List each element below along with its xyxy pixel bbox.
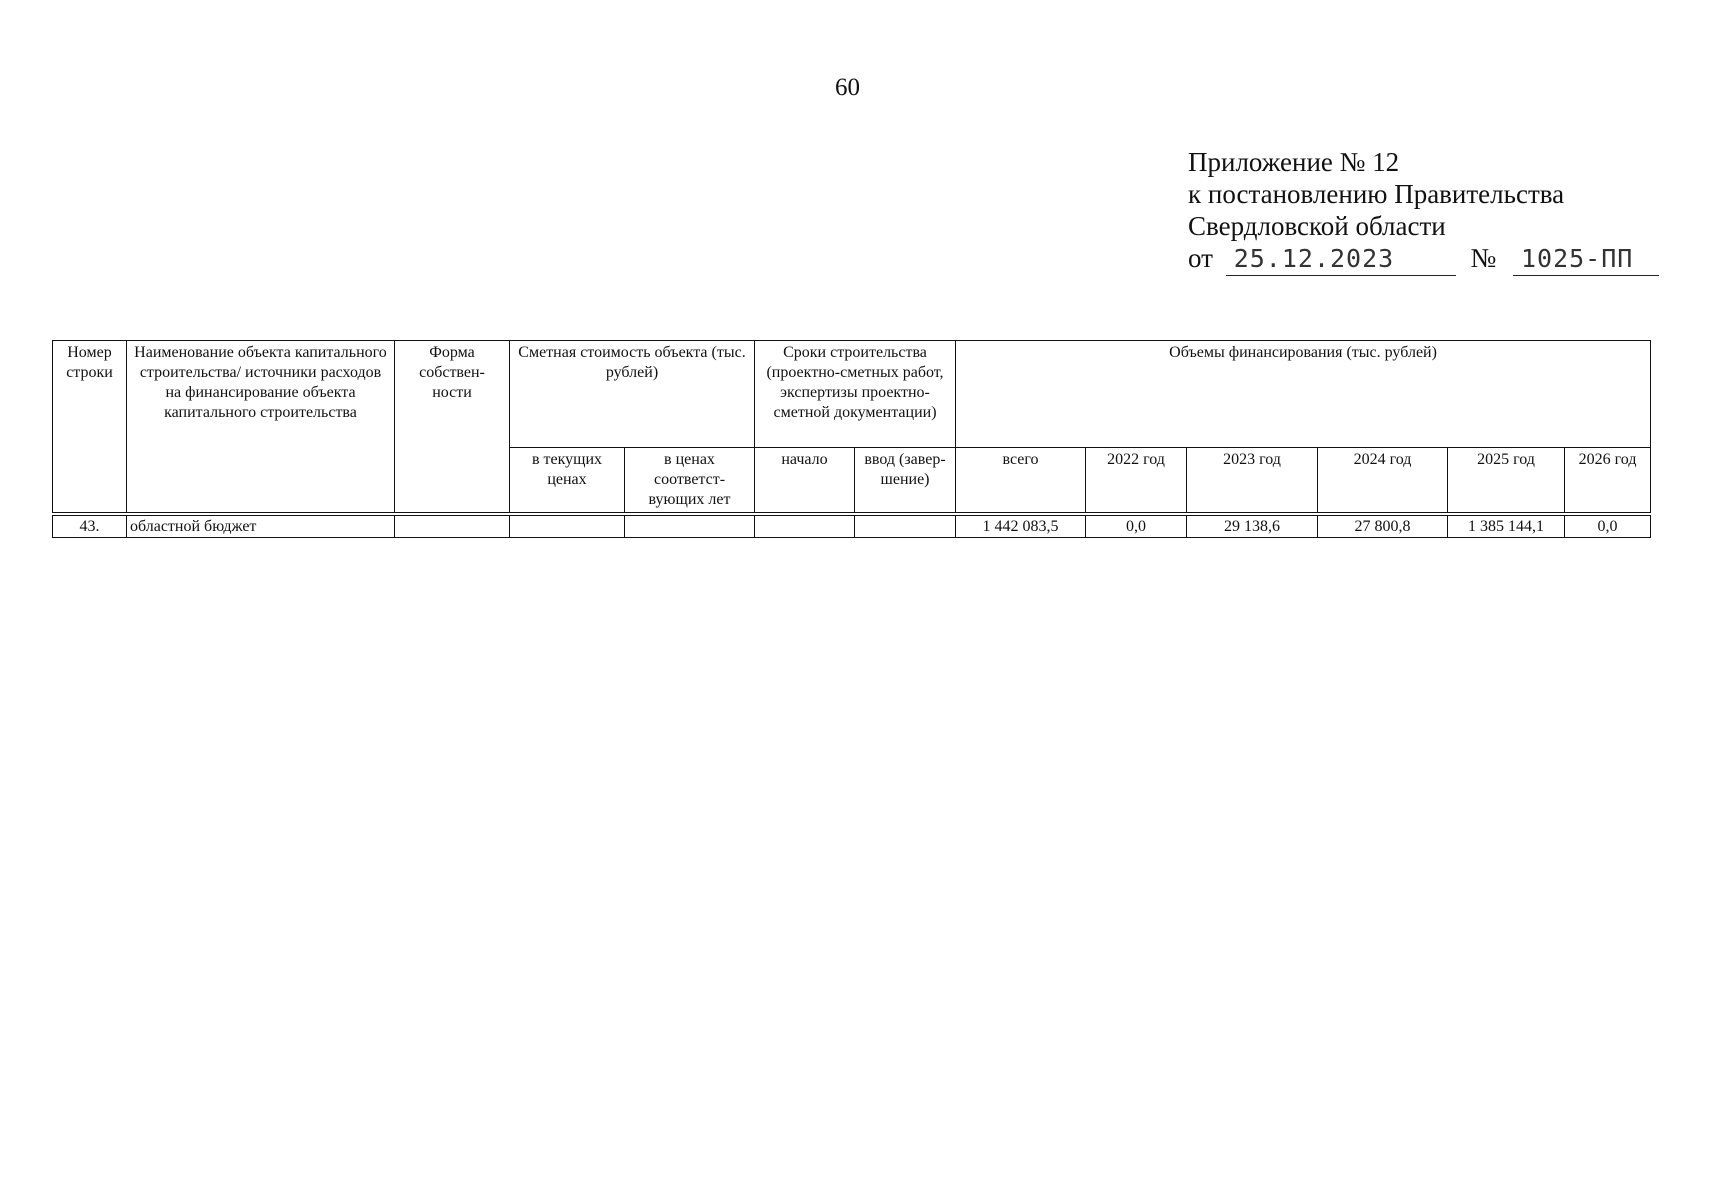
header-current-prices: в текущих ценах	[510, 448, 625, 513]
header-year-2024: 2024 год	[1318, 448, 1448, 513]
header-total: всего	[956, 448, 1086, 513]
header-year-2026: 2026 год	[1565, 448, 1651, 513]
header-estimated-cost: Сметная стоимость объекта (тыс. рублей)	[510, 341, 755, 448]
appendix-region: Свердловской области	[1188, 211, 1446, 241]
appendix-block	[1188, 146, 1658, 276]
decree-date: 25.12.2023	[1226, 245, 1456, 276]
appendix-date-number-line	[1188, 242, 1658, 276]
cell-year-2023: 29 138,6	[1187, 516, 1318, 538]
cell-year-2026: 0,0	[1565, 516, 1651, 538]
cell-total: 1 442 083,5	[956, 516, 1086, 538]
cell-current-prices	[510, 516, 625, 538]
header-funding: Объемы финансирования (тыс. рублей)	[956, 341, 1651, 448]
from-label: от	[1188, 243, 1213, 273]
appendix-title: Приложение № 12	[1188, 147, 1400, 177]
cell-year-2022: 0,0	[1086, 516, 1187, 538]
cell-year-2024: 27 800,8	[1318, 516, 1448, 538]
header-respective-prices: в ценах соответст- вующих лет	[625, 448, 755, 513]
cell-year-2025: 1 385 144,1	[1448, 516, 1565, 538]
cell-completion	[855, 516, 956, 538]
header-ownership: Форма собствен- ности	[395, 341, 510, 513]
header-completion: ввод (завер- шение)	[855, 448, 956, 513]
header-construction-period: Сроки строительства (проектно-сметных работ, экспертизы проектно-сметной документации)	[755, 341, 956, 448]
table-row	[53, 516, 1651, 538]
cell-object-name: областной бюджет	[127, 516, 395, 538]
cell-respective-prices	[625, 516, 755, 538]
header-year-2025: 2025 год	[1448, 448, 1565, 513]
page-number: 60	[835, 74, 860, 101]
header-start: начало	[755, 448, 855, 513]
header-row-number: Номер строки	[53, 341, 127, 513]
cell-row-number: 43.	[53, 516, 127, 538]
appendix-reference: к постановлению Правительства	[1188, 179, 1565, 209]
header-year-2023: 2023 год	[1187, 448, 1318, 513]
cell-ownership	[395, 516, 510, 538]
cell-start	[755, 516, 855, 538]
number-label: №	[1470, 243, 1497, 273]
financing-table	[52, 340, 1651, 538]
header-object-name: Наименование объекта капитального строительства/ источники расходов на финансирование объекта капитального строительства	[127, 341, 395, 513]
decree-number: 1025-ПП	[1513, 245, 1659, 276]
header-year-2022: 2022 год	[1086, 448, 1187, 513]
